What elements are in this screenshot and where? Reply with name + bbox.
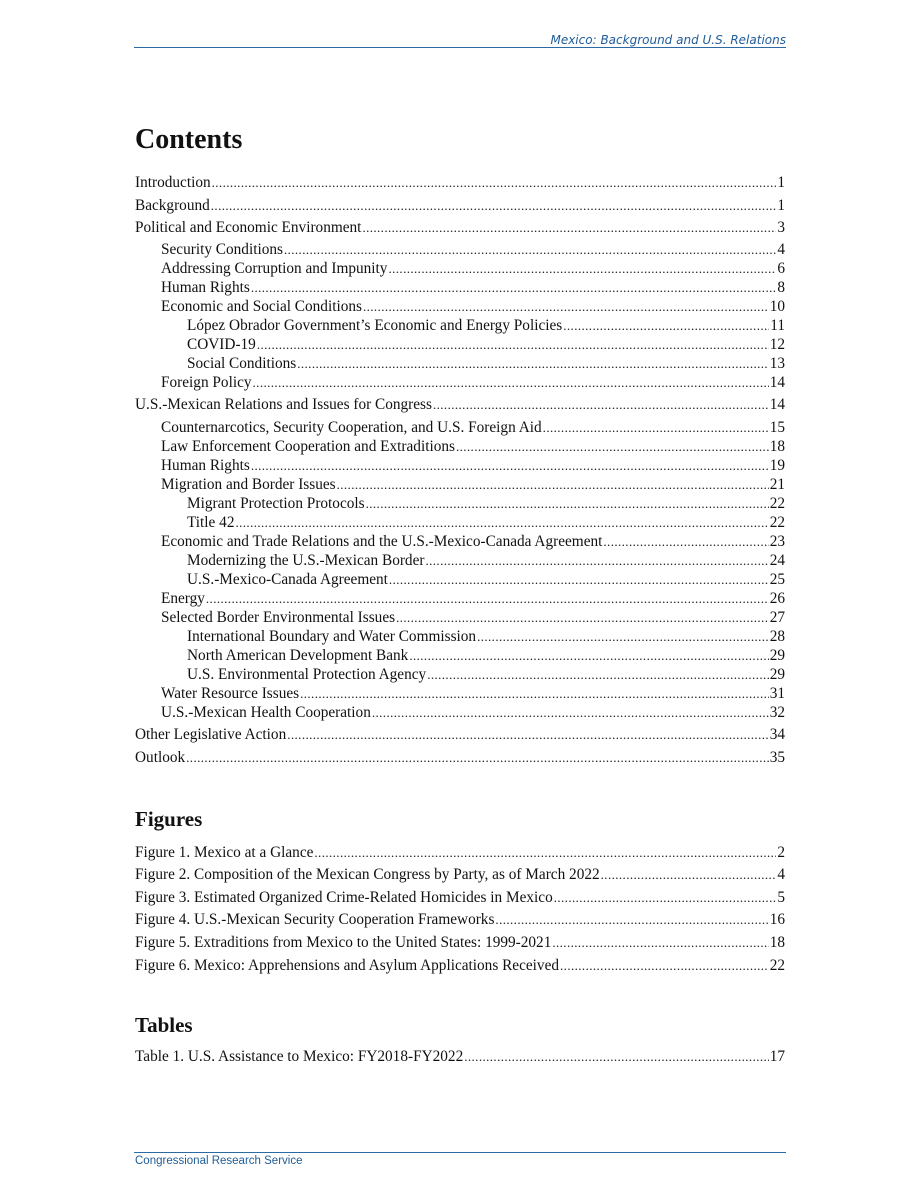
figure-entry[interactable] (135, 956, 785, 975)
figure-entry[interactable] (135, 888, 785, 907)
toc-entry[interactable] (135, 373, 785, 392)
dot-leader (464, 1047, 768, 1066)
toc-entry[interactable] (135, 196, 785, 215)
toc-entry-text: Human Rights (161, 457, 250, 474)
dot-leader (235, 513, 768, 532)
toc-entry[interactable] (135, 627, 785, 646)
toc-entry-text: Other Legislative Action (135, 726, 287, 743)
toc-entry-text: Selected Border Environmental Issues (161, 609, 396, 626)
toc-entry-text: Human Rights (161, 279, 250, 296)
toc-entry[interactable] (135, 570, 785, 589)
toc-page-number: 13 (769, 355, 785, 372)
figure-entry[interactable] (135, 933, 785, 952)
dot-leader (563, 316, 769, 335)
toc-entry-text: Security Conditions (161, 241, 283, 258)
toc-entry[interactable] (135, 748, 785, 767)
toc-entry-text: Political and Economic Environment (135, 219, 362, 236)
dot-leader (300, 684, 769, 703)
toc-entry[interactable] (135, 513, 785, 532)
table-entry-text: Table 1. U.S. Assistance to Mexico: FY2018-FY2022 (135, 1048, 464, 1065)
toc-entry-text: Addressing Corruption and Impunity (161, 260, 388, 277)
header-rule (134, 47, 786, 48)
toc-entry[interactable] (135, 608, 785, 627)
footer-publisher: Congressional Research Service (135, 1155, 303, 1167)
figure-entry-text: Figure 3. Estimated Organized Crime-Related Homicides in Mexico (135, 889, 553, 906)
toc-entry[interactable] (135, 456, 785, 475)
dot-leader (601, 865, 777, 884)
figures-title: Figures (135, 807, 203, 831)
dot-leader (284, 240, 776, 259)
toc-page-number: 34 (769, 726, 785, 743)
toc-page-number: 8 (777, 279, 785, 296)
toc-entry[interactable] (135, 418, 785, 437)
figure-entry-text: Figure 1. Mexico at a Glance (135, 844, 314, 861)
toc-entry-text: North American Development Bank (187, 647, 409, 664)
toc-entry-text: Social Conditions (187, 355, 297, 372)
figure-page-number: 22 (769, 957, 785, 974)
toc-entry[interactable] (135, 354, 785, 373)
table-page-number: 17 (769, 1048, 785, 1065)
toc-page-number: 27 (769, 609, 785, 626)
dot-leader (427, 665, 769, 684)
toc-entry-text: Economic and Social Conditions (161, 298, 362, 315)
toc-page-number: 23 (769, 533, 785, 550)
toc-entry[interactable] (135, 665, 785, 684)
toc-page-number: 10 (769, 298, 785, 315)
dot-leader (477, 627, 769, 646)
toc-page-number: 18 (769, 438, 785, 455)
toc-entry-text: U.S. Environmental Protection Agency (187, 666, 427, 683)
toc-entry[interactable] (135, 551, 785, 570)
toc-entry-text: Migrant Protection Protocols (187, 495, 365, 512)
toc-entry[interactable] (135, 684, 785, 703)
dot-leader (425, 551, 768, 570)
toc-page-number: 4 (777, 241, 785, 258)
figure-entry[interactable] (135, 843, 785, 862)
toc-page-number: 11 (770, 317, 785, 334)
dot-leader (554, 888, 777, 907)
contents-title: Contents (135, 124, 243, 155)
dot-leader (251, 278, 777, 297)
toc-entry[interactable] (135, 316, 785, 335)
toc-page-number: 21 (769, 476, 785, 493)
dot-leader (257, 335, 769, 354)
toc-page-number: 14 (769, 396, 785, 413)
tables-title: Tables (135, 1013, 193, 1037)
toc-entry-text: Law Enforcement Cooperation and Extraditions (161, 438, 455, 455)
toc-entry-text: Background (135, 197, 210, 214)
toc-page-number: 29 (769, 647, 785, 664)
figure-page-number: 18 (769, 934, 785, 951)
table-entry[interactable] (135, 1047, 785, 1066)
toc-entry[interactable] (135, 395, 785, 414)
toc-page-number: 15 (769, 419, 785, 436)
dot-leader (388, 259, 776, 278)
dot-leader (389, 570, 769, 589)
toc-entry-text: López Obrador Government’s Economic and Energy Policies (187, 317, 563, 334)
dot-leader (372, 703, 769, 722)
toc-entry[interactable] (135, 532, 785, 551)
figure-entry-text: Figure 6. Mexico: Apprehensions and Asylum Applications Received (135, 957, 560, 974)
figure-page-number: 16 (769, 911, 785, 928)
toc-page-number: 29 (769, 666, 785, 683)
dot-leader (456, 437, 769, 456)
toc-page-number: 25 (769, 571, 785, 588)
dot-leader (552, 933, 768, 952)
dot-leader (433, 395, 769, 414)
dot-leader (212, 173, 777, 192)
dot-leader (287, 725, 768, 744)
toc-page-number: 1 (777, 174, 785, 191)
toc-entry-text: U.S.-Mexico-Canada Agreement (187, 571, 388, 588)
toc-entry-text: Migration and Border Issues (161, 476, 336, 493)
dot-leader (363, 297, 769, 316)
figure-entry-text: Figure 2. Composition of the Mexican Congress by Party, as of March 2022 (135, 866, 600, 883)
toc-entry-text: Introduction (135, 174, 211, 191)
toc-entry-text: Foreign Policy (161, 374, 252, 391)
toc-entry[interactable] (135, 278, 785, 297)
toc-page-number: 6 (777, 260, 785, 277)
dot-leader (543, 418, 769, 437)
toc-entry[interactable] (135, 259, 785, 278)
dot-leader (211, 196, 777, 215)
toc-entry-text: Counternarcotics, Security Cooperation, and U.S. Foreign Aid (161, 419, 542, 436)
toc-entry[interactable] (135, 218, 785, 237)
dot-leader (337, 475, 769, 494)
toc-page-number: 3 (777, 219, 785, 236)
footer-rule (134, 1152, 786, 1153)
toc-entry-text: Modernizing the U.S.-Mexican Border (187, 552, 425, 569)
toc-page-number: 32 (769, 704, 785, 721)
dot-leader (560, 956, 769, 975)
toc-entry[interactable] (135, 173, 785, 192)
figure-page-number: 2 (777, 844, 785, 861)
toc-entry[interactable] (135, 494, 785, 513)
figure-page-number: 4 (777, 866, 785, 883)
toc-entry[interactable] (135, 437, 785, 456)
toc-entry[interactable] (135, 703, 785, 722)
toc-entry[interactable] (135, 646, 785, 665)
toc-page-number: 22 (769, 514, 785, 531)
dot-leader (603, 532, 768, 551)
toc-entry[interactable] (135, 240, 785, 259)
toc-page-number: 28 (769, 628, 785, 645)
dot-leader (409, 646, 768, 665)
toc-page-number: 19 (769, 457, 785, 474)
toc-page-number: 31 (769, 685, 785, 702)
toc-page-number: 35 (769, 749, 785, 766)
dot-leader (362, 218, 776, 237)
toc-page-number: 22 (769, 495, 785, 512)
toc-entry-text: U.S.-Mexican Health Cooperation (161, 704, 371, 721)
toc-entry-text: Title 42 (187, 514, 235, 531)
toc-entry[interactable] (135, 725, 785, 744)
dot-leader (366, 494, 769, 513)
toc-entry-text: International Boundary and Water Commission (187, 628, 477, 645)
toc-page-number: 24 (769, 552, 785, 569)
dot-leader (206, 589, 769, 608)
toc-entry[interactable] (135, 475, 785, 494)
toc-entry[interactable] (135, 297, 785, 316)
toc-page-number: 26 (769, 590, 785, 607)
toc-entry-text: Outlook (135, 749, 186, 766)
dot-leader (253, 373, 769, 392)
toc-entry[interactable] (135, 335, 785, 354)
dot-leader (297, 354, 768, 373)
toc-entry[interactable] (135, 589, 785, 608)
toc-entry-text: Energy (161, 590, 205, 607)
toc-entry-text: Water Resource Issues (161, 685, 300, 702)
dot-leader (396, 608, 769, 627)
toc-entry-text: COVID-19 (187, 336, 256, 353)
toc-entry-text: U.S.-Mexican Relations and Issues for Congress (135, 396, 432, 413)
dot-leader (495, 910, 768, 929)
figure-page-number: 5 (777, 889, 785, 906)
figure-entry-text: Figure 4. U.S.-Mexican Security Cooperation Frameworks (135, 911, 495, 928)
toc-page-number: 14 (769, 374, 785, 391)
dot-leader (186, 748, 769, 767)
dot-leader (314, 843, 776, 862)
figure-entry[interactable] (135, 865, 785, 884)
dot-leader (251, 456, 769, 475)
figure-entry[interactable] (135, 910, 785, 929)
toc-page-number: 12 (769, 336, 785, 353)
toc-page-number: 1 (777, 197, 785, 214)
toc-entry-text: Economic and Trade Relations and the U.S.-Mexico-Canada Agreement (161, 533, 603, 550)
figure-entry-text: Figure 5. Extraditions from Mexico to the United States: 1999-2021 (135, 934, 552, 951)
running-header: Mexico: Background and U.S. Relations (550, 33, 786, 47)
